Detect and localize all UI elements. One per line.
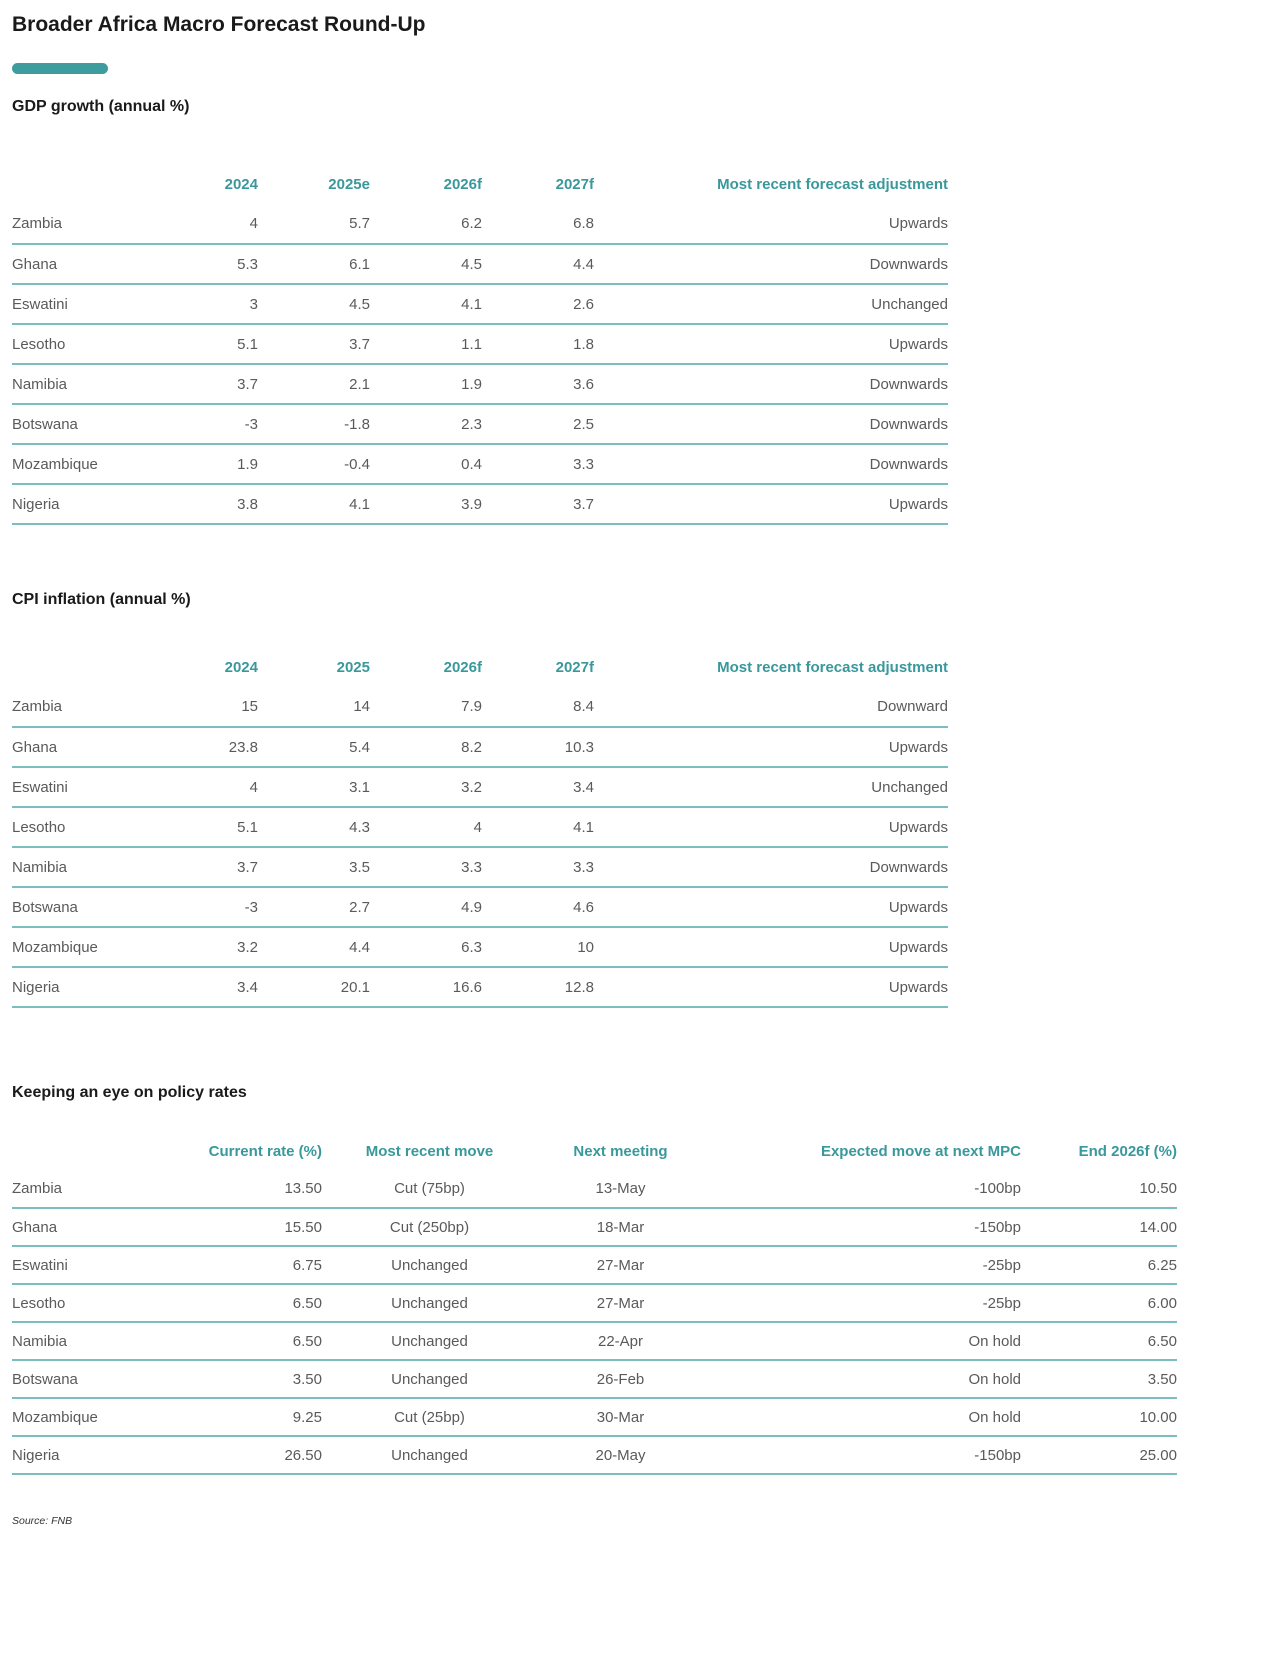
value-cell: 14.00 — [1021, 1208, 1177, 1246]
value-cell: Downwards — [594, 847, 948, 887]
country-cell: Ghana — [12, 727, 146, 767]
column-header: Most recent forecast adjustment — [717, 175, 948, 193]
table-row — [12, 847, 948, 887]
value-cell: -25bp — [704, 1284, 1021, 1322]
value-cell: 3.2 — [370, 767, 482, 807]
country-cell: Namibia — [12, 364, 146, 404]
value-cell: 10.3 — [482, 727, 594, 767]
table-row — [12, 1322, 1177, 1360]
value-cell: 3.50 — [162, 1360, 322, 1398]
value-cell: 5.3 — [146, 244, 258, 284]
value-cell: -3 — [146, 887, 258, 927]
country-cell: Eswatini — [12, 1246, 162, 1284]
value-cell: 10.00 — [1021, 1398, 1177, 1436]
value-cell: Upwards — [594, 204, 948, 244]
value-cell: 0.4 — [370, 444, 482, 484]
value-cell: 5.1 — [146, 807, 258, 847]
value-cell: 13.50 — [162, 1170, 322, 1208]
value-cell: Downwards — [594, 444, 948, 484]
value-cell: 8.2 — [370, 727, 482, 767]
country-cell: Lesotho — [12, 324, 146, 364]
table-row — [12, 404, 948, 444]
value-cell: On hold — [704, 1322, 1021, 1360]
value-cell: 27-Mar — [537, 1284, 704, 1322]
table-row — [12, 1246, 1177, 1284]
value-cell: 3.50 — [1021, 1360, 1177, 1398]
column-header: End 2026f (%) — [1078, 1142, 1177, 1160]
value-cell: On hold — [704, 1360, 1021, 1398]
page-title: Broader Africa Macro Forecast Round-Up — [12, 13, 426, 36]
column-header: 2026f — [443, 658, 482, 676]
value-cell: 6.50 — [1021, 1322, 1177, 1360]
value-cell: Cut (75bp) — [322, 1170, 537, 1208]
value-cell: 5.1 — [146, 324, 258, 364]
country-cell: Botswana — [12, 1360, 162, 1398]
value-cell: 3.9 — [370, 484, 482, 524]
table-row — [12, 927, 948, 967]
value-cell: 30-Mar — [537, 1398, 704, 1436]
country-cell: Nigeria — [12, 484, 146, 524]
country-cell: Lesotho — [12, 807, 146, 847]
value-cell: Unchanged — [594, 767, 948, 807]
table-row — [12, 1284, 1177, 1322]
value-cell: 3.2 — [146, 927, 258, 967]
value-cell: 22-Apr — [537, 1322, 704, 1360]
country-cell: Ghana — [12, 244, 146, 284]
value-cell: 6.3 — [370, 927, 482, 967]
value-cell: 2.7 — [258, 887, 370, 927]
policy-section-heading: Keeping an eye on policy rates — [12, 1084, 247, 1102]
value-cell: 26.50 — [162, 1436, 322, 1474]
value-cell: 4.5 — [370, 244, 482, 284]
value-cell: 23.8 — [146, 727, 258, 767]
value-cell: 14 — [258, 687, 370, 727]
value-cell: Downwards — [594, 364, 948, 404]
value-cell: 5.4 — [258, 727, 370, 767]
value-cell: 4.1 — [370, 284, 482, 324]
value-cell: 2.6 — [482, 284, 594, 324]
value-cell: 3.6 — [482, 364, 594, 404]
value-cell: 2.1 — [258, 364, 370, 404]
value-cell: -150bp — [704, 1208, 1021, 1246]
value-cell: -100bp — [704, 1170, 1021, 1208]
value-cell: Unchanged — [322, 1322, 537, 1360]
column-header — [12, 1132, 162, 1170]
header-row — [12, 164, 948, 204]
value-cell: 6.25 — [1021, 1246, 1177, 1284]
value-cell: Unchanged — [322, 1360, 537, 1398]
value-cell: 4.4 — [482, 244, 594, 284]
value-cell: Downwards — [594, 404, 948, 444]
value-cell: 4 — [146, 767, 258, 807]
table-row — [12, 727, 948, 767]
table-row — [12, 807, 948, 847]
table-row — [12, 444, 948, 484]
value-cell: Upwards — [594, 887, 948, 927]
value-cell: 10 — [482, 927, 594, 967]
value-cell: 4.3 — [258, 807, 370, 847]
country-cell: Botswana — [12, 887, 146, 927]
column-header: Most recent forecast adjustment — [717, 658, 948, 676]
section-cpi-inflation — [12, 591, 1280, 1008]
value-cell: Upwards — [594, 484, 948, 524]
value-cell: 4.1 — [258, 484, 370, 524]
value-cell: 8.4 — [482, 687, 594, 727]
value-cell: Upwards — [594, 927, 948, 967]
table-row — [12, 1208, 1177, 1246]
table-row — [12, 364, 948, 404]
value-cell: 25.00 — [1021, 1436, 1177, 1474]
value-cell: 27-Mar — [537, 1246, 704, 1284]
value-cell: 9.25 — [162, 1398, 322, 1436]
value-cell: 4.1 — [482, 807, 594, 847]
section-policy-rates — [12, 1084, 1280, 1475]
column-header — [12, 647, 146, 687]
table-row — [12, 204, 948, 244]
column-header — [12, 164, 146, 204]
value-cell: On hold — [704, 1398, 1021, 1436]
table-row — [12, 887, 948, 927]
value-cell: 3.1 — [258, 767, 370, 807]
value-cell: 15 — [146, 687, 258, 727]
table-row — [12, 1398, 1177, 1436]
value-cell: 26-Feb — [537, 1360, 704, 1398]
value-cell: Downward — [594, 687, 948, 727]
column-header: Expected move at next MPC — [820, 1142, 1021, 1160]
cpi-inflation-table — [12, 647, 948, 1008]
table-row — [12, 1170, 1177, 1208]
value-cell: 3.4 — [146, 967, 258, 1007]
country-cell: Mozambique — [12, 927, 146, 967]
column-header: Most recent move — [365, 1142, 494, 1160]
value-cell: 1.1 — [370, 324, 482, 364]
source-note: Source: FNB — [12, 1515, 73, 1528]
value-cell: Cut (250bp) — [322, 1208, 537, 1246]
value-cell: 16.6 — [370, 967, 482, 1007]
value-cell: 3.5 — [258, 847, 370, 887]
country-cell: Zambia — [12, 204, 146, 244]
value-cell: 5.7 — [258, 204, 370, 244]
value-cell: 4 — [370, 807, 482, 847]
column-header: 2027f — [555, 658, 594, 676]
table-row — [12, 484, 948, 524]
value-cell: -25bp — [704, 1246, 1021, 1284]
value-cell: Upwards — [594, 967, 948, 1007]
country-cell: Eswatini — [12, 284, 146, 324]
value-cell: 4.5 — [258, 284, 370, 324]
value-cell: 4.9 — [370, 887, 482, 927]
value-cell: 20.1 — [258, 967, 370, 1007]
value-cell: 4 — [146, 204, 258, 244]
value-cell: 3.3 — [482, 847, 594, 887]
value-cell: 6.75 — [162, 1246, 322, 1284]
country-cell: Nigeria — [12, 1436, 162, 1474]
column-header: 2024 — [224, 658, 258, 676]
value-cell: 1.9 — [146, 444, 258, 484]
country-cell: Nigeria — [12, 967, 146, 1007]
value-cell: 13-May — [537, 1170, 704, 1208]
country-cell: Mozambique — [12, 1398, 162, 1436]
value-cell: Unchanged — [594, 284, 948, 324]
header-row — [12, 1132, 1177, 1170]
value-cell: 3.7 — [146, 847, 258, 887]
column-header: Next meeting — [573, 1142, 668, 1160]
country-cell: Mozambique — [12, 444, 146, 484]
value-cell: Cut (25bp) — [322, 1398, 537, 1436]
value-cell: 3.4 — [482, 767, 594, 807]
value-cell: 18-Mar — [537, 1208, 704, 1246]
value-cell: 6.50 — [162, 1284, 322, 1322]
country-cell: Botswana — [12, 404, 146, 444]
value-cell: 6.00 — [1021, 1284, 1177, 1322]
value-cell: -0.4 — [258, 444, 370, 484]
value-cell: -1.8 — [258, 404, 370, 444]
value-cell: 2.3 — [370, 404, 482, 444]
country-cell: Lesotho — [12, 1284, 162, 1322]
column-header: 2027f — [555, 175, 594, 193]
section-gdp-growth — [12, 98, 1280, 525]
value-cell: 4.6 — [482, 887, 594, 927]
column-header: Current rate (%) — [208, 1142, 322, 1160]
value-cell: Unchanged — [322, 1436, 537, 1474]
table-row — [12, 687, 948, 727]
gdp-section-heading: GDP growth (annual %) — [12, 98, 190, 116]
value-cell: 3.3 — [370, 847, 482, 887]
table-row — [12, 1436, 1177, 1474]
value-cell: 3.3 — [482, 444, 594, 484]
value-cell: 3.7 — [258, 324, 370, 364]
value-cell: Upwards — [594, 727, 948, 767]
title-accent-bar — [12, 63, 108, 74]
value-cell: 3.7 — [482, 484, 594, 524]
value-cell: 6.50 — [162, 1322, 322, 1360]
table-row — [12, 284, 948, 324]
policy-rates-table — [12, 1132, 1177, 1475]
country-cell: Namibia — [12, 847, 146, 887]
value-cell: 10.50 — [1021, 1170, 1177, 1208]
value-cell: 6.8 — [482, 204, 594, 244]
value-cell: 3 — [146, 284, 258, 324]
value-cell: Upwards — [594, 324, 948, 364]
value-cell: 6.1 — [258, 244, 370, 284]
country-cell: Namibia — [12, 1322, 162, 1360]
column-header: 2026f — [443, 175, 482, 193]
header-row — [12, 647, 948, 687]
table-row — [12, 1360, 1177, 1398]
column-header: 2024 — [224, 175, 258, 193]
value-cell: 15.50 — [162, 1208, 322, 1246]
value-cell: 2.5 — [482, 404, 594, 444]
value-cell: Unchanged — [322, 1246, 537, 1284]
table-row — [12, 767, 948, 807]
value-cell: 3.8 — [146, 484, 258, 524]
country-cell: Zambia — [12, 687, 146, 727]
gdp-growth-table — [12, 164, 948, 525]
value-cell: Upwards — [594, 807, 948, 847]
table-row — [12, 324, 948, 364]
value-cell: 4.4 — [258, 927, 370, 967]
country-cell: Ghana — [12, 1208, 162, 1246]
cpi-section-heading: CPI inflation (annual %) — [12, 591, 191, 609]
table-row — [12, 244, 948, 284]
value-cell: -3 — [146, 404, 258, 444]
value-cell: 6.2 — [370, 204, 482, 244]
value-cell: Downwards — [594, 244, 948, 284]
value-cell: 3.7 — [146, 364, 258, 404]
value-cell: 1.9 — [370, 364, 482, 404]
country-cell: Zambia — [12, 1170, 162, 1208]
value-cell: 7.9 — [370, 687, 482, 727]
column-header: 2025 — [336, 658, 370, 676]
value-cell: 20-May — [537, 1436, 704, 1474]
value-cell: 12.8 — [482, 967, 594, 1007]
value-cell: 1.8 — [482, 324, 594, 364]
column-header: 2025e — [328, 175, 370, 193]
value-cell: Unchanged — [322, 1284, 537, 1322]
country-cell: Eswatini — [12, 767, 146, 807]
value-cell: -150bp — [704, 1436, 1021, 1474]
table-row — [12, 967, 948, 1007]
